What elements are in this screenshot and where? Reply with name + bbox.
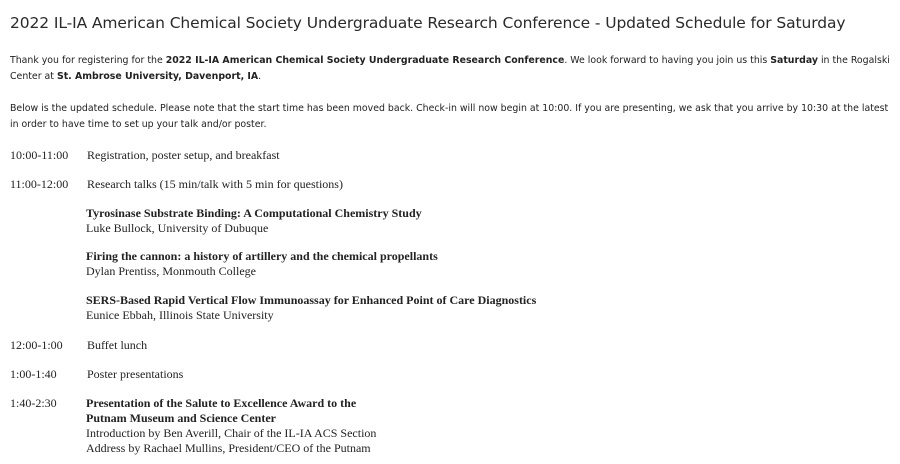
event-location: St. Ambrose University, Davenport, IA <box>56 71 259 82</box>
talk-item <box>86 206 422 236</box>
talk-title: Tyrosinase Substrate Binding: A Computational Chemistry Study <box>86 206 422 220</box>
award-presentation <box>86 396 376 456</box>
talk-speaker: Dylan Prentiss, Monmouth College <box>86 264 256 278</box>
page-title: 2022 IL-IA American Chemical Society Undergraduate Research Conference - Updated Schedule for Saturday <box>10 14 846 32</box>
award-introduction: Introduction by Ben Averill, Chair of the IL-IA ACS Section <box>86 426 377 440</box>
schedule-time: 1:40-2:30 <box>10 396 57 410</box>
schedule-description: Research talks (15 min/talk with 5 min for questions) <box>87 177 343 191</box>
intro-text-3: in the Rogalski Center at <box>10 55 890 82</box>
schedule-time: 12:00-1:00 <box>10 338 63 352</box>
intro-text-1: Thank you for registering for the <box>10 55 166 66</box>
schedule-note: Below is the updated schedule. Please note that the start time has been moved back. Check-in will now begin at 10:00. If you are presenting, we ask that you arrive by 10:30 at the latest in order to have time to set up your talk and/or poster. <box>10 103 889 130</box>
award-address: Address by Rachael Mullins, President/CEO of the Putnam <box>86 441 371 455</box>
talk-speaker: Luke Bullock, University of Dubuque <box>86 221 269 235</box>
schedule-description: Buffet lunch <box>87 338 148 352</box>
schedule-description: Registration, poster setup, and breakfast <box>87 148 280 162</box>
award-title-line-2: Putnam Museum and Science Center <box>86 411 276 425</box>
award-title-line-1: Presentation of the Salute to Excellence Award to the <box>86 396 357 410</box>
talk-item <box>86 293 536 323</box>
schedule-time: 1:00-1:40 <box>10 367 57 381</box>
conference-name: 2022 IL-IA American Chemical Society Undergraduate Research Conference <box>165 55 565 66</box>
schedule-description: Poster presentations <box>87 367 184 381</box>
schedule-time: 10:00-11:00 <box>10 148 69 162</box>
talk-item <box>86 249 438 279</box>
talk-title: Firing the cannon: a history of artillery and the chemical propellants <box>86 249 438 263</box>
intro-paragraph <box>10 53 890 85</box>
talk-title: SERS-Based Rapid Vertical Flow Immunoassay for Enhanced Point of Care Diagnostics <box>86 293 537 307</box>
event-day: Saturday <box>770 55 818 66</box>
intro-text-2: . We look forward to having you join us this <box>564 55 771 66</box>
intro-text-4: . <box>258 71 262 82</box>
schedule-time: 11:00-12:00 <box>10 177 69 191</box>
talk-speaker: Eunice Ebbah, Illinois State University <box>86 308 274 322</box>
